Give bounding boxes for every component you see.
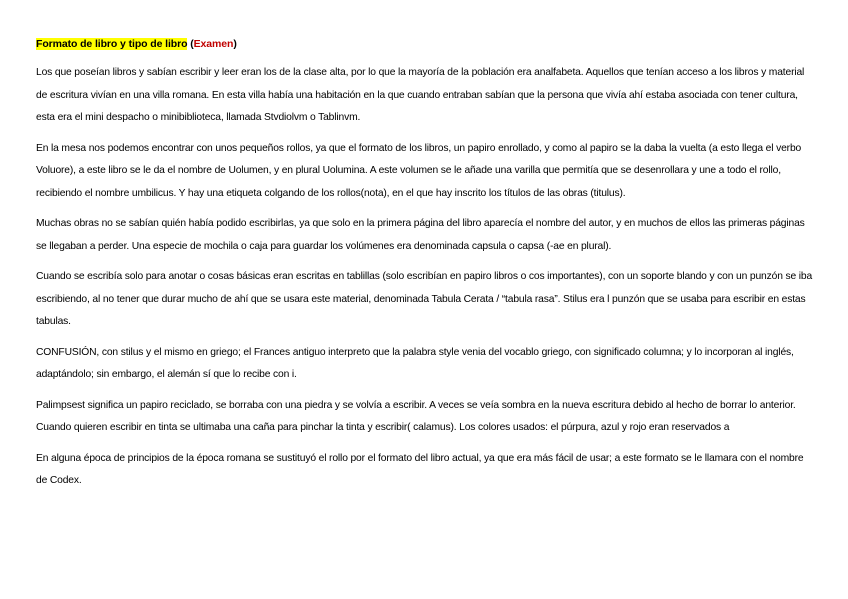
title-highlighted-text: Formato de libro y tipo de libro (36, 38, 188, 50)
title-exam-label: Examen (193, 38, 234, 50)
paragraph-3: Muchas obras no se sabían quién había podido escribirlas, ya que solo en la primera página del libro aparecía el nombre del autor, y en muchos de ellos las primeras páginas se llegaban a perder. Una especie de mochila o caja para guardar los volúmenes era denominada capsula o capsa (-ae en plural). (36, 218, 805, 252)
paragraph-4: Cuando se escribía solo para anotar o cosas básicas eran escritas en tablillas (solo escribían en papiro libros o cos importantes), con un soporte blando y con un punzón se iba escribiendo, al no tener que durar mucho de ahí que se usara este material, denominada Tabula Cerata / “tabula rasa”. Stilus era l punzón que se usaba para escribir en estas tabulas. (36, 271, 813, 327)
title-paren-close: ) (233, 38, 237, 50)
document-body (36, 34, 816, 501)
title-paren-open: ( (190, 38, 194, 50)
paragraph-6: Palimpsest significa un papiro reciclado, se borraba con una piedra y se volvía a escribir. A veces se veía sombra en la nueva escritura debido al hecho de borrar lo anterior. Cuando quieren escribir en tinta se ultimaba una caña para pinchar la tinta y escribir( calamus). Los colores usados: el púrpura, azul y rojo eran reservados a (36, 399, 796, 433)
paragraph-5: CONFUSIÓN, con stilus y el mismo en griego; el Frances antiguo interpreto que la palabra style venia del vocablo griego, con significado columna; y lo incorporan al inglés, adaptándolo; sin embargo, el alemán sí que lo recibe con i. (36, 346, 794, 380)
document-title (36, 34, 816, 54)
paragraph-7: En alguna época de principios de la época romana se sustituyó el rollo por el formato del libro actual, ya que era más fácil de usar; a este formato se le llamara con el nombre de Codex. (36, 452, 804, 486)
paragraph-2: En la mesa nos podemos encontrar con unos pequeños rollos, ya que el formato de los libros, un papiro enrollado, y como al papiro se la daba la vuelta (a esto llega el verbo Voluore), a este libro se le da el nombre de Uolumen, y en plural Uolumina. A este volumen se le añade una varilla que permitía que se desenrollara y une a todo el rollo, recibiendo el nombre umbilicus. Y hay una etiqueta colgando de los rollos(nota), en el que hay inscrito los títulos de las obras (titulus). (36, 142, 802, 199)
paragraph-1: Los que poseían libros y sabían escribir y leer eran los de la clase alta, por lo que la mayoría de la población era analfabeta. Aquellos que tenían acceso a los libros y material de escritura vivían en una villa romana. En esta villa había una habitación en la que cuando entraban sabían que la persona que vivía ahí estaba asociada con tener cultura, esta era el mini despacho o minibiblioteca, llamada Stvdiolvm o Tablinvm. (36, 67, 805, 123)
